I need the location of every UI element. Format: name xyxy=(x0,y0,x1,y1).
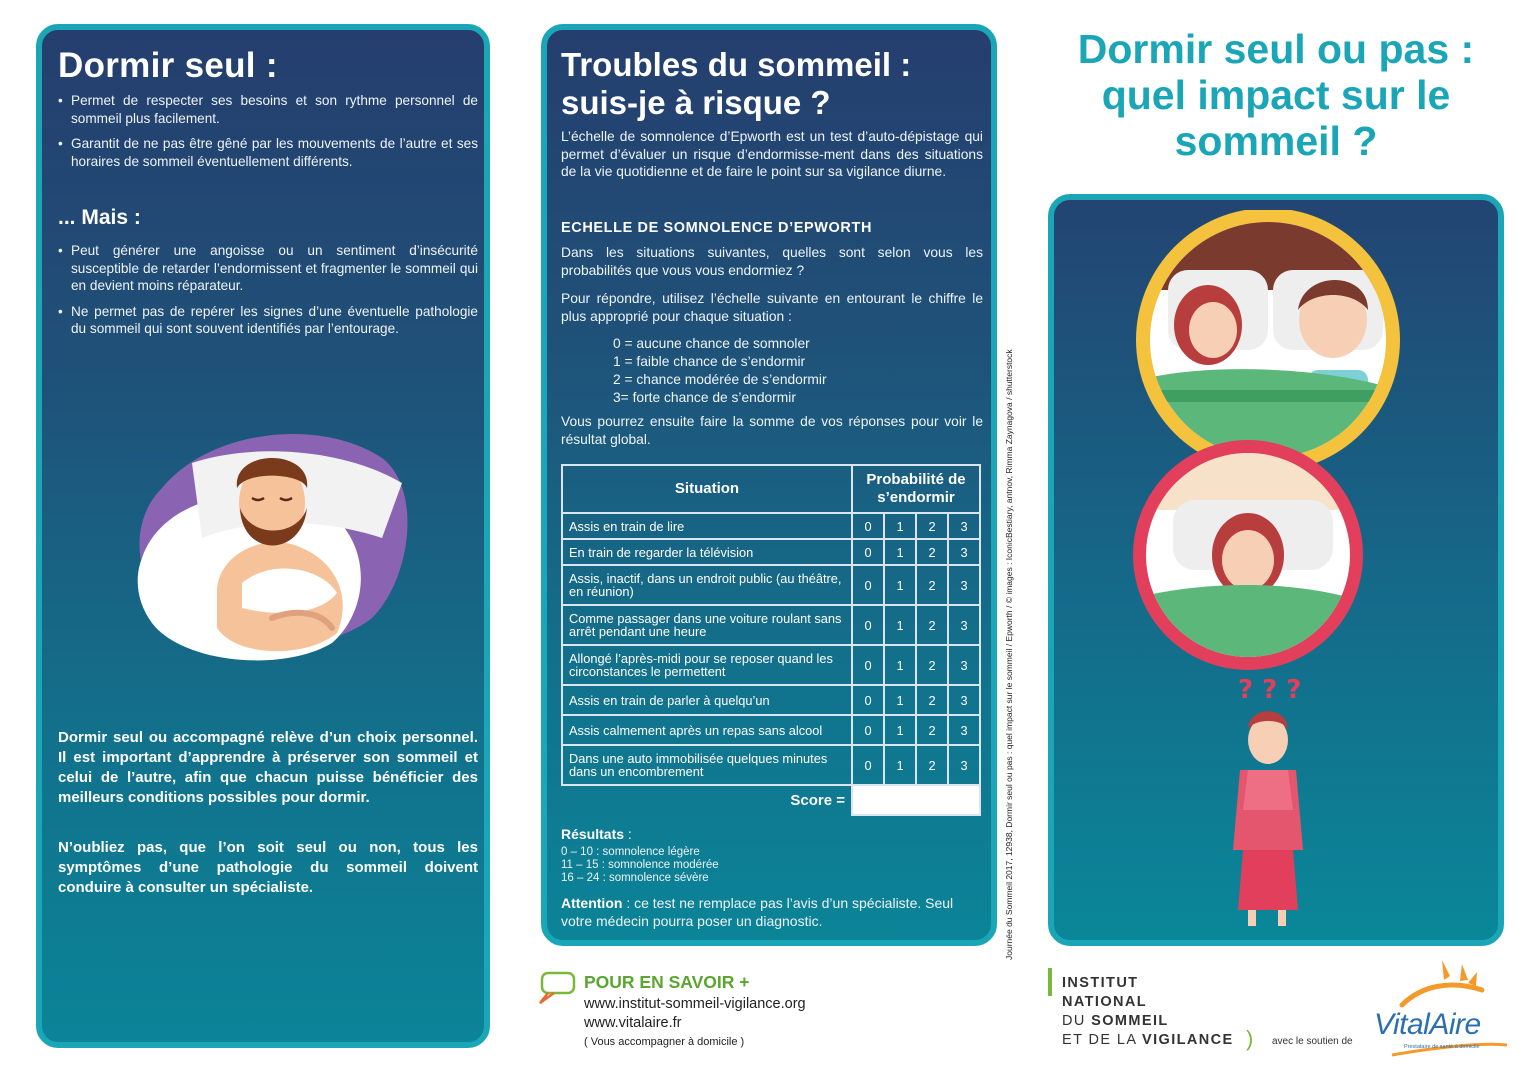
option-cell[interactable]: 1 xyxy=(884,645,916,685)
results-title-colon: : xyxy=(624,826,632,842)
option-cell[interactable]: 3 xyxy=(948,715,980,745)
instruction-text: Pour répondre, utilisez l’échelle suivante en entourant le chiffre le plus approprié pour chaque situation : xyxy=(561,291,983,324)
middle-panel xyxy=(541,24,997,946)
middle-title xyxy=(561,46,981,122)
option-cell[interactable]: 3 xyxy=(948,745,980,785)
conclusion-paragraph: Dormir seul ou accompagné relève d’un choix personnel. Il est important d’apprendre à préserver son sommeil et celui de l’autre, afin que chacun puisse bénéficier des meilleurs conditions possibles pour dormir. xyxy=(58,729,478,806)
title-line: quel impact sur le xyxy=(1101,72,1451,118)
institute-word: DU xyxy=(1062,1013,1092,1029)
couple-sleeping-illustration xyxy=(1098,210,1458,930)
option-cell[interactable]: 2 xyxy=(916,565,948,605)
option-cell[interactable]: 1 xyxy=(884,715,916,745)
list-item: 1 = faible chance de s’endormir xyxy=(613,354,806,369)
institute-word: SOMMEIL xyxy=(1091,1013,1169,1029)
vitalaire-tagline-small: Prestataire de santé à domicile xyxy=(1404,1044,1480,1050)
column-header-situation: Situation xyxy=(562,465,852,513)
epworth-table xyxy=(561,464,981,816)
left-panel xyxy=(36,24,490,1048)
list-item: • Ne permet pas de repérer les signes d’une éventuelle pathologie du sommeil qui sont souvent identifiés par l’entourage. xyxy=(58,303,478,338)
results-title xyxy=(561,826,632,842)
option-cell[interactable]: 2 xyxy=(916,645,948,685)
institute-word: ET DE LA xyxy=(1062,1032,1143,1048)
list-item: 0 – 10 : somnolence légère xyxy=(561,846,700,858)
title-line: Dormir seul ou pas : xyxy=(1077,26,1475,72)
option-cell[interactable]: 2 xyxy=(916,539,948,565)
institute-word: VIGILANCE xyxy=(1142,1032,1234,1048)
option-cell[interactable]: 3 xyxy=(948,605,980,645)
option-cell[interactable]: 3 xyxy=(948,565,980,605)
option-cell[interactable]: 3 xyxy=(948,645,980,685)
score-label: Score = xyxy=(790,792,845,809)
question-text: Dans les situations suivantes, quelles sont selon vous les probabilités que vous vous endormiez ? xyxy=(561,245,983,278)
list-item: • Garantit de ne pas être gêné par les mouvements de l’autre et ses horaires de sommeil éventuellement différents. xyxy=(58,135,478,170)
situation-cell: Comme passager dans une voiture roulant sans arrêt pendant une heure xyxy=(562,605,852,645)
title-line: Troubles du sommeil : xyxy=(561,46,912,83)
title-line: sommeil ? xyxy=(1174,118,1378,164)
link-vitalaire[interactable]: www.vitalaire.fr xyxy=(584,1015,682,1031)
option-cell[interactable]: 1 xyxy=(884,539,916,565)
option-cell[interactable]: 0 xyxy=(852,605,884,645)
option-cell[interactable]: 0 xyxy=(852,565,884,605)
situation-cell: Assis en train de parler à quelqu’un xyxy=(562,685,852,715)
left-title: Dormir seul : xyxy=(58,46,278,85)
attention-label: Attention xyxy=(561,895,623,911)
institute-line: INSTITUT xyxy=(1062,975,1139,991)
table-row xyxy=(562,715,980,745)
pros-list xyxy=(58,92,478,178)
option-cell[interactable]: 2 xyxy=(916,745,948,785)
option-cell[interactable]: 3 xyxy=(948,685,980,715)
cons-title: ... Mais : xyxy=(58,206,141,229)
reminder-paragraph: N’oubliez pas, que l’on soit seul ou non, tous les symptômes d’une pathologie du sommeil doivent conduire à consulter un spécialiste. xyxy=(58,839,478,896)
table-row xyxy=(562,685,980,715)
table-row xyxy=(562,745,980,785)
list-item: 2 = chance modérée de s’endormir xyxy=(613,372,827,387)
option-cell[interactable]: 0 xyxy=(852,539,884,565)
vitalaire-tagline: ( Vous accompagner à domicile ) xyxy=(584,1036,745,1048)
option-cell[interactable]: 0 xyxy=(852,715,884,745)
column-header-probability: Probabilité de s’endormir xyxy=(852,465,980,513)
cover-title xyxy=(1030,26,1522,164)
institute-line: NATIONAL xyxy=(1062,994,1148,1010)
results-list xyxy=(561,846,719,885)
option-cell[interactable]: 0 xyxy=(852,645,884,685)
table-row xyxy=(562,539,980,565)
after-text: Vous pourrez ensuite faire la somme de vos réponses pour voir le résultat global. xyxy=(561,414,983,447)
option-cell[interactable]: 1 xyxy=(884,745,916,785)
svg-text:? ? ?: ? ? ? xyxy=(1238,675,1302,705)
list-item: • Peut générer une angoisse ou un sentiment d’insécurité susceptible de retarder l’endormissent et fragmenter le sommeil qui en devient moins réparateur. xyxy=(58,242,478,295)
vitalaire-name: VitalAire xyxy=(1374,1008,1481,1041)
intro-text: L’échelle de somnolence d’Epworth est un test d’auto-dépistage qui permet d’évaluer un risque d’endormisse-ment dans des situations de la vie quotidienne et de faire le point sur sa vigilance diurne. xyxy=(561,129,983,179)
list-item: 16 – 24 : somnolence sévère xyxy=(561,872,709,884)
score-box[interactable] xyxy=(852,785,980,815)
option-cell[interactable]: 3 xyxy=(948,539,980,565)
institute-line xyxy=(1062,1031,1234,1050)
situation-cell: Allongé l’après-midi pour se reposer quand les circonstances le permettent xyxy=(562,645,852,685)
option-cell[interactable]: 2 xyxy=(916,513,948,539)
institute-line xyxy=(1062,1012,1169,1031)
list-item: 11 – 15 : somnolence modérée xyxy=(561,859,719,871)
situation-cell: Assis, inactif, dans un endroit public (au théâtre, en réunion) xyxy=(562,565,852,605)
table-row xyxy=(562,565,980,605)
list-item: • Permet de respecter ses besoins et son rythme personnel de sommeil plus facilement. xyxy=(58,92,478,127)
attention-note xyxy=(561,894,983,930)
more-info-title: POUR EN SAVOIR + xyxy=(584,972,750,992)
institute-bar xyxy=(1048,968,1052,996)
table-row xyxy=(562,513,980,539)
support-text: avec le soutien de xyxy=(1272,1036,1353,1047)
option-cell[interactable]: 1 xyxy=(884,565,916,605)
situation-cell: Dans une auto immobilisée quelques minutes dans un encombrement xyxy=(562,745,852,785)
list-item: 3= forte chance de s’endormir xyxy=(613,390,796,405)
link-institut[interactable]: www.institut-sommeil-vigilance.org xyxy=(584,996,806,1012)
title-line: suis-je à risque ? xyxy=(561,84,831,121)
sleeping-man-illustration xyxy=(122,408,422,668)
option-cell[interactable]: 1 xyxy=(884,685,916,715)
scale-subtitle: ECHELLE DE SOMNOLENCE D’EPWORTH xyxy=(561,220,873,236)
option-cell[interactable]: 2 xyxy=(916,685,948,715)
attention-text: : ce test ne remplace pas l’avis d’un spécialiste. Seul votre médecin pourra poser un diagnostic. xyxy=(561,895,954,929)
speech-bubble-icon xyxy=(536,970,576,1006)
cons-list xyxy=(58,242,478,346)
table-row xyxy=(562,645,980,685)
list-item: 0 = aucune chance de somnoler xyxy=(613,336,810,351)
option-cell[interactable]: 2 xyxy=(916,715,948,745)
institute-brace: ) xyxy=(1246,1026,1254,1051)
image-credits: Journée du Sommeil 2017, 12938, Dormir seul ou pas : quel impact sur le sommeil / Epworth / © images : IconicBestiary, antnov, Rimma Zaynagova / shutterstock xyxy=(1004,349,1014,960)
option-cell[interactable]: 2 xyxy=(916,605,948,645)
situation-cell: En train de regarder la télévision xyxy=(562,539,852,565)
option-cell[interactable]: 1 xyxy=(884,605,916,645)
option-cell[interactable]: 1 xyxy=(884,513,916,539)
scale-legend xyxy=(613,335,827,407)
option-cell[interactable]: 0 xyxy=(852,513,884,539)
option-cell[interactable]: 0 xyxy=(852,745,884,785)
situation-cell: Assis en train de lire xyxy=(562,513,852,539)
table-row xyxy=(562,605,980,645)
results-title-text: Résultats xyxy=(561,826,625,842)
option-cell[interactable]: 3 xyxy=(948,513,980,539)
option-cell[interactable]: 0 xyxy=(852,685,884,715)
situation-cell: Assis calmement après un repas sans alcool xyxy=(562,715,852,745)
